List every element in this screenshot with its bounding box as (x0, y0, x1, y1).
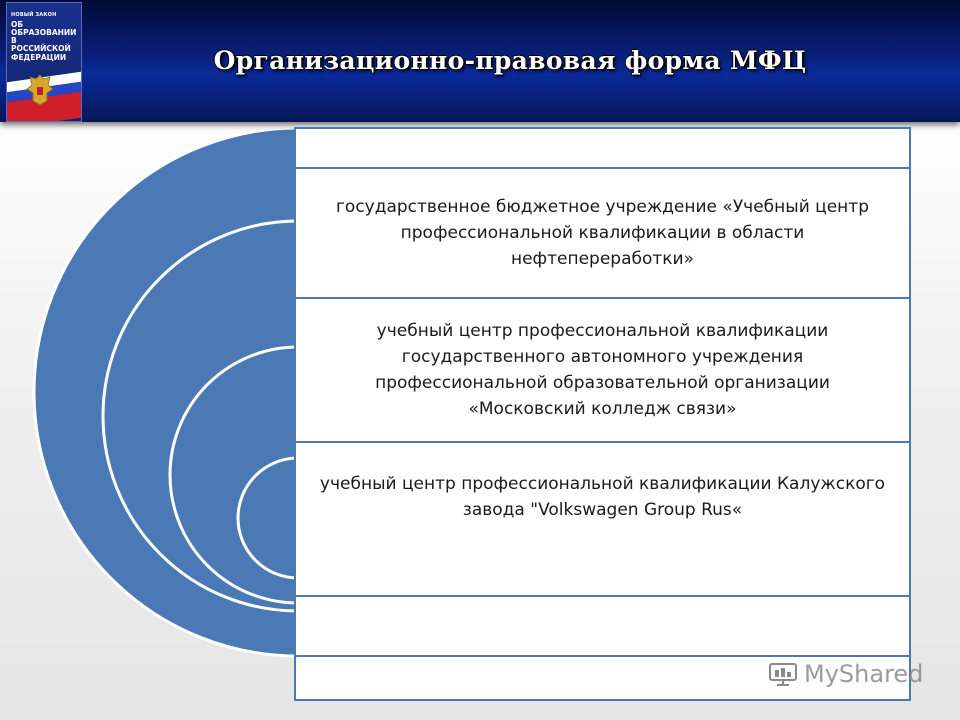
coat-of-arms-icon (25, 73, 55, 107)
box-text: государственное бюджетное учреждение «Учебный центр профессиональной квалификации в области нефтепереработки» (335, 197, 869, 269)
watermark-text: MyShared (804, 660, 924, 688)
presentation-icon (768, 661, 798, 687)
logo-line-3: В РОССИЙСКОЙ (11, 36, 71, 54)
header-bar (0, 0, 960, 122)
box-kaluga-plant (294, 441, 911, 597)
logo-line-4: ФЕДЕРАЦИИ (11, 52, 67, 62)
logo-line-1: НОВЫЙ ЗАКОН (11, 12, 57, 18)
box-refinery-center (294, 167, 911, 299)
box-moscow-college (294, 297, 911, 443)
box-top-empty (294, 127, 911, 169)
box-text: учебный центр профессиональной квалификации государственного автономного учреждения профессиональной образовательной организации «Московский колледж связи» (375, 321, 830, 419)
book-cover-logo (6, 2, 82, 122)
logo-line-2: ОБ ОБРАЗОВАНИИ (11, 19, 77, 37)
page-title: Организационно-правовая форма МФЦ (213, 46, 807, 75)
box-empty-lower (294, 595, 911, 657)
box-text: учебный центр профессиональной квалификации Калужского завода "Volkswagen Group Rus« (319, 474, 886, 520)
watermark (768, 658, 923, 690)
